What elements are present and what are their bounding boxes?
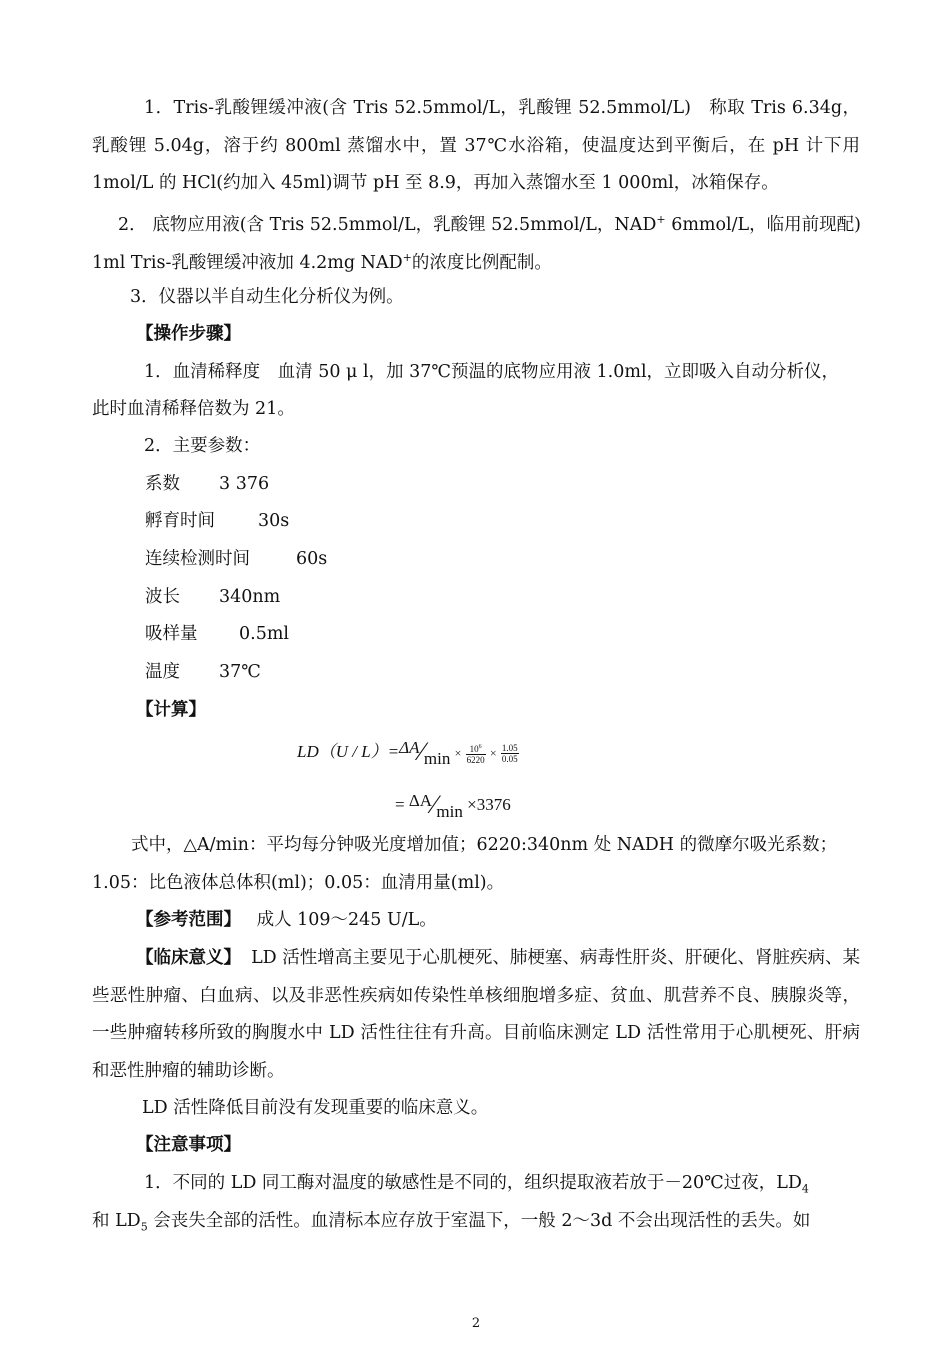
param-key: 吸样量 [145, 624, 198, 644]
fraction-slash: ⁄ [419, 737, 424, 766]
notes-1-text-b: 和 LD [92, 1211, 141, 1231]
formula-line-1 [297, 734, 519, 768]
fraction-2-denominator: 0.05 [501, 753, 518, 764]
param-key: 系数 [145, 474, 180, 494]
reagent-1-paragraph: 1．Tris-乳酸锂缓冲液(含 Tris 52.5mmol/L，乳酸锂 52.5mmol/L) 称取 Tris 6.34g，乳酸锂 5.04g，溶于约 800ml 蒸馏水中，置 37℃水浴箱，使温度达到平衡后，在 pH 计下用 1mol/L 的 HCl(约加入 45ml)调节 pH 至 8.9，再加入蒸馏水至 1 000ml，冰箱保存。 [92, 98, 860, 193]
param-value: 0.5ml [239, 624, 290, 644]
notes-1-subscript-5: 5 [140, 1220, 148, 1234]
superscript-plus-2: + [402, 251, 412, 264]
fraction-slash-2: ⁄ [432, 790, 437, 819]
calc-note-line2: 1.05：比色液体总体积(ml)；0.05：血清用量(ml)。 [92, 873, 505, 893]
fraction-1-exponent: 6 [478, 743, 482, 750]
notes-item-1-line2 [92, 1209, 810, 1240]
formula-2-constant: ×3376 [467, 795, 511, 814]
page-number: 2 [471, 1316, 481, 1331]
times-sign: × [454, 746, 462, 760]
fraction-1-numerator: 10 [469, 743, 479, 754]
notes-1-text-c: 会丧失全部的活性。血清标本应存放于室温下，一般 2～3d 不会出现活性的丢失。如 [147, 1211, 811, 1231]
formula-line-2 [395, 787, 511, 821]
reference-heading: 【参考范围】 [136, 910, 241, 930]
fraction-1 [466, 742, 486, 765]
fraction-1-denominator: 6220 [466, 754, 485, 765]
reagent-2-text-a: 2． 底物应用液(含 Tris 52.5mmol/L，乳酸锂 52.5mmol/L，NAD [118, 214, 657, 235]
clinical-text: LD 活性增高主要见于心肌梗死、肺梗塞、病毒性肝炎、肝硬化、肾脏疾病、某些恶性肿瘤、白血病、以及非恶性疾病如传染性单核细胞增多症、贫血、肌营养不良、胰腺炎等，一些肿瘤转移所致的胸腹水中 LD 活性往往有升高。目前临床测定 LD 活性常用于心肌梗死、肝病和恶性肿瘤的辅助诊断。 [92, 948, 861, 1081]
procedure-step1-line1: 1．血清稀释度 血清 50 μ l，加 37℃预温的底物应用液 1.0ml，立即吸入自动分析仪， [144, 362, 840, 382]
fraction-2 [501, 743, 519, 764]
reference-text: 成人 109～245 U/L。 [256, 910, 437, 930]
param-key: 连续检测时间 [145, 549, 250, 569]
param-value: 30s [258, 511, 290, 531]
formula-min: min [423, 749, 451, 768]
times-sign-2: × [489, 746, 497, 760]
param-key: 孵育时间 [145, 511, 215, 531]
clinical-heading: 【临床意义】 [136, 948, 242, 968]
fraction-2-numerator: 1.05 [501, 742, 518, 753]
reagent-2-line2-b: 的浓度比例配制。 [411, 252, 552, 273]
reagent-3: 3．仪器以半自动生化分析仪为例。 [130, 287, 404, 307]
procedure-heading: 【操作步骤】 [136, 324, 241, 344]
reference-range [136, 908, 437, 932]
reagent-2-line2-a: 1ml Tris-乳酸锂缓冲液加 4.2mg NAD [92, 252, 403, 273]
formula-lhs: LD（U / L）= [297, 742, 400, 761]
procedure-step1-line2: 此时血清稀释倍数为 21。 [92, 399, 295, 419]
clinical-text-2: LD 活性降低目前没有发现重要的临床意义。 [142, 1098, 489, 1118]
procedure-step2: 2．主要参数： [144, 436, 261, 456]
notes-item-1-line1 [144, 1171, 809, 1202]
notes-1-text-a: 1．不同的 LD 同工酶对温度的敏感性是不同的，组织提取液若放于－20℃过夜，LD [144, 1173, 802, 1193]
formula-2-min: min [436, 802, 463, 821]
clinical-paragraph [92, 940, 860, 1090]
param-key: 温度 [145, 662, 180, 682]
calculation-heading: 【计算】 [136, 700, 206, 720]
reagent-2-line1 [118, 208, 861, 237]
notes-1-subscript-4: 4 [801, 1182, 809, 1196]
formula-2-equals: = [395, 795, 405, 814]
reagent-2-line2 [92, 246, 552, 275]
formula-2-delta-a: ΔA [408, 791, 433, 810]
param-value: 3 376 [219, 474, 270, 494]
superscript-plus: + [656, 213, 666, 226]
notes-heading: 【注意事项】 [136, 1135, 241, 1155]
reagent-2-text-b: 6mmol/L，临用前现配) [665, 214, 862, 235]
param-value: 60s [296, 549, 328, 569]
param-value: 340nm [219, 587, 281, 607]
param-value: 37℃ [219, 662, 261, 682]
formula-delta-a: ΔA [399, 738, 420, 757]
calc-note-line1: 式中，△A/min：平均每分钟吸光度增加值；6220:340nm 处 NADH 的微摩尔吸光系数； [131, 835, 838, 855]
param-key: 波长 [145, 587, 180, 607]
